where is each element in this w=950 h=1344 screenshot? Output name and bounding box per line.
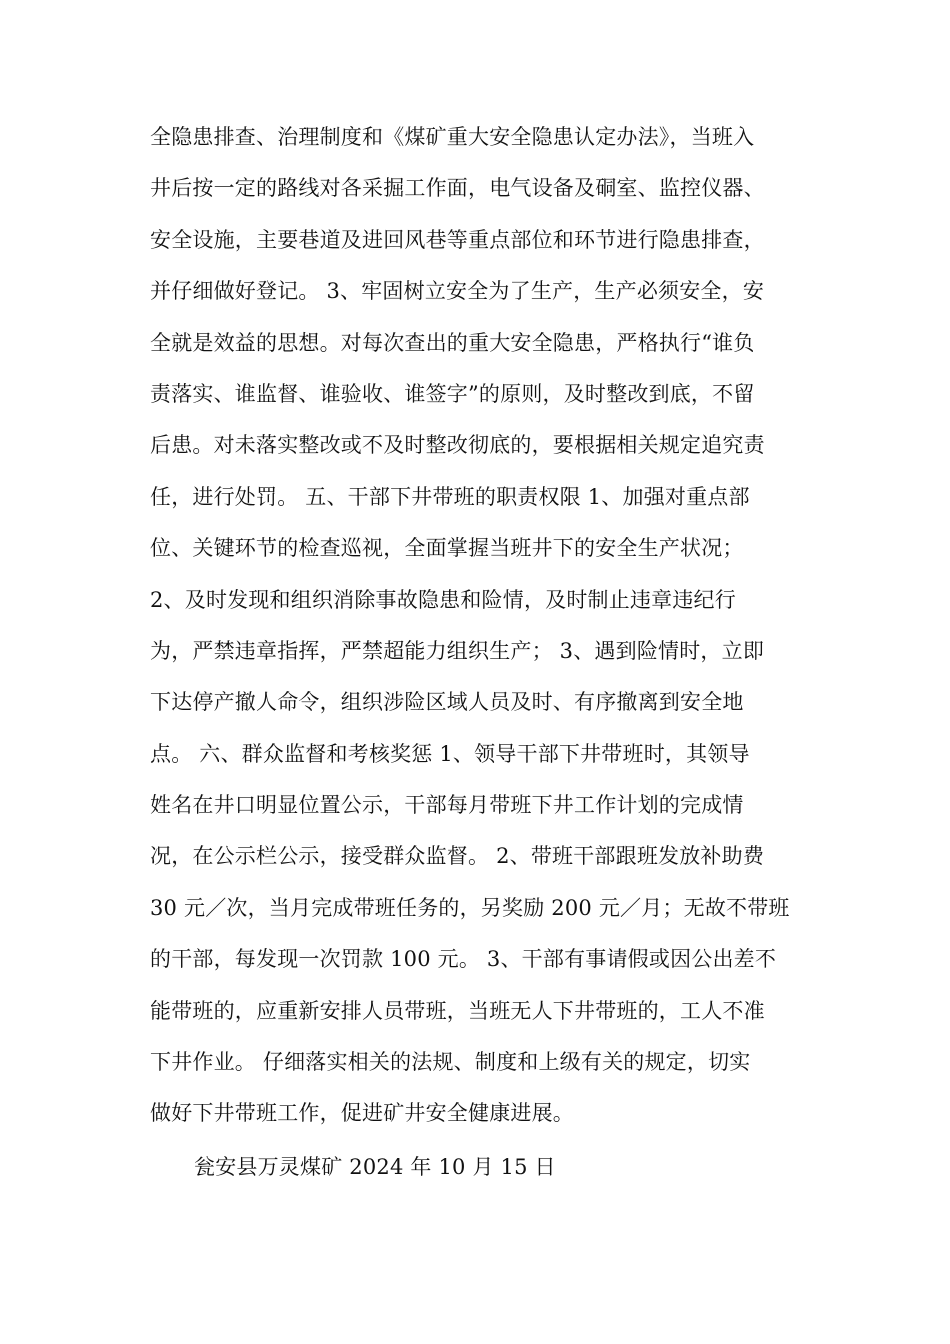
text-line: 姓名在井口明显位置公示，干部每月带班下井工作计划的完成情 [150,793,744,818]
text-line: 为，严禁违章指挥，严禁超能力组织生产； 3、遇到险情时，立即 [150,638,765,663]
text-line: 任，进行处罚。 五、干部下井带班的职责权限 1、加强对重点部 [150,484,750,509]
text-line: 并仔细做好登记。 3、牢固树立安全为了生产，生产必须安全，安 [150,279,765,304]
text-line: 况，在公示栏公示，接受群众监督。 2、带班干部跟班发放补助费 [150,844,765,869]
text-line: 下达停产撤人命令，组织涉险区域人员及时、有序撤离到安全地 [150,690,744,715]
text-line: 能带班的，应重新安排人员带班，当班无人下井带班的，工人不准 [150,998,765,1023]
text-line: 2、及时发现和组织消除事故隐患和险情，及时制止违章违纪行 [150,587,736,612]
text-line: 安全设施，主要巷道及进回风巷等重点部位和环节进行隐患排查， [150,227,765,252]
text-line: 井后按一定的路线对各采掘工作面，电气设备及硐室、监控仪器、 [150,176,765,201]
text-line: 30 元／次，当月完成带班任务的，另奖励 200 元／月；无故不带班 [150,895,790,920]
body-text [150,116,810,1144]
text-line: 点。 六、群众监督和考核奖惩 1、领导干部下井带班时，其领导 [150,741,750,766]
text-line: 的干部，每发现一次罚款 100 元。 3、干部有事请假或因公出差不 [150,947,777,972]
signature-date-line: 瓮安县万灵煤矿 2024 年 10 月 15 日 [194,1155,556,1179]
text-line: 后患。对未落实整改或不及时整改彻底的，要根据相关规定追究责 [150,433,765,458]
text-line: 下井作业。 仔细落实相关的法规、制度和上级有关的规定，切实 [150,1050,751,1075]
text-line: 全隐患排查、治理制度和《煤矿重大安全隐患认定办法》，当班入 [150,125,755,149]
text-line: 做好下井带班工作，促进矿井安全健康进展。 [150,1101,574,1126]
text-line: 责落实、谁监督、谁验收、谁签字”的原则，及时整改到底，不留 [150,381,755,406]
text-line: 全就是效益的思想。对每次查出的重大安全隐患，严格执行“谁负 [150,330,755,355]
text-line: 位、关键环节的检查巡视，全面掌握当班井下的安全生产状况； [150,536,744,561]
